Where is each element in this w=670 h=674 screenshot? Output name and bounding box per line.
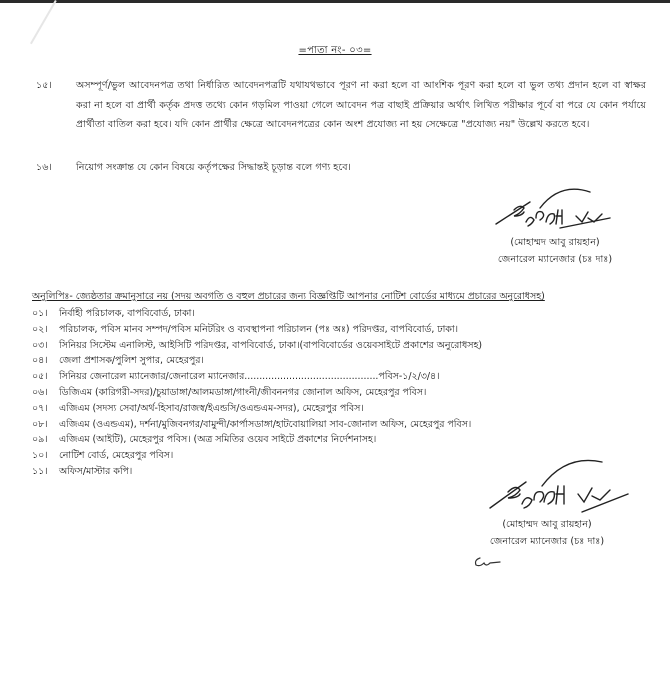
handwritten-signature-icon xyxy=(470,188,640,234)
clause-16 xyxy=(36,158,646,178)
list-item: ১০। নোটিশ বোর্ড, মেহেরপুর পবিস। xyxy=(32,450,174,462)
copy-to-list xyxy=(32,306,652,480)
copy-to-heading: অনুলিপিঃ- জ্যেষ্ঠতার ক্রমানুসারে নয় (সদয় অবগতি ও বহুল প্রচারের জন্য বিজ্ঞপ্তিটি আপনার নোটিশ বোর্ডের মাধ্যমে প্রচারের অনুরোধসহ) xyxy=(32,291,545,302)
signature-block-1 xyxy=(470,188,640,268)
signature-block-2 xyxy=(462,456,632,550)
signatory-designation: জেনারেল ম্যানেজার (চঃ দাঃ) xyxy=(489,536,605,547)
signatory-designation: জেনারেল ম্যানেজার (চঃ দাঃ) xyxy=(497,254,613,265)
list-item: ০৮। এজিএম (ওএন্ডএম), দর্শনা/মুজিবনগর/বামুন্দী/কার্পাসডাঙ্গা/হাটবোয়ালিয়া সাব-জোনাল অফিস, মেহেরপুর পবিস। xyxy=(32,418,472,430)
list-item: ০৯। এজিএম (আইটি), মেহেরপুর পবিস। (অত্র সমিতির ওয়েব সাইটে প্রকাশের নির্দেশনাসহ। xyxy=(32,434,377,446)
handwritten-initial-icon xyxy=(472,553,502,572)
clause-text: নিয়োগ সংক্রান্ত যে কোন বিষয়ে কর্তৃপক্ষের সিদ্ধান্তই চূড়ান্ত বলে গণ্য হবে। xyxy=(76,162,351,173)
list-item: ০২। পরিচালক, পবিস মানব সম্পদ/পবিস মনিটরিং ও ব্যবস্থাপনা পরিচালন (পঃ অঃ) পরিদপ্তর, বাপবিবোর্ড, ঢাকা। xyxy=(32,323,458,335)
list-item: ০৩। সিনিয়র সিস্টেম এনালিস্ট, আইসিটি পরিদপ্তর, বাপবিবোর্ড, ঢাকা।(বাপবিবোর্ডের ওয়েবসাইটে প্রকাশের অনুরোধসহ) xyxy=(32,339,483,351)
clause-number: ১৫। xyxy=(36,80,52,91)
clause-text: অসম্পূর্ণ/ভুল আবেদনপত্র তথা নির্ধারিত আবেদনপত্রটি যথাযথভাবে পূরণ না করা হলে বা আংশিক পূরণ করা হলে বা ভুল তথ্য প্রদান হলে বা স্বাক্ষর করা না হলে বা প্রার্থী কর্তৃক প্রদত্ত তথ্যে কোন গড়মিল পাওয়া গেলে আবেদন পত্র বাছাই প্রক্রিয়ার অর্থাৎ লিখিত পরীক্ষার পূর্বে বা পরে যে কোন পর্যায়ে প্রার্থীতা বাতিল করা হবে। যদি কোন প্রার্থীর ক্ষেত্রে আবেদনপত্রের কোন অংশ প্রযোজ্য না হয় সেক্ষেত্রে "প্রযোজ্য নয়" উল্লেখ করতে হবে। xyxy=(76,80,646,130)
list-item: ১১। অফিস/মাস্টার কপি। xyxy=(32,465,133,477)
list-item: ০৫। সিনিয়র জেনারেল ম্যানেজার/জেনারেল ম্যানেজার.............................................পবিস-১/২/৩/৪। xyxy=(32,371,440,383)
list-item: ০৪। জেলা প্রশাসক/পুলিশ সুপার, মেহেরপুর। xyxy=(32,355,204,367)
clause-number: ১৬। xyxy=(36,162,52,173)
list-item: ০৭। এজিএম (সদস্য সেবা/অর্থ-হিসাব/রাজস্ব/ইএন্ডসি/ওএন্ডএম-সদর), মেহেরপুর পবিস। xyxy=(32,402,364,414)
signatory-name: (মোহাম্মদ আবু রায়হান) xyxy=(502,519,592,530)
signatory-name: (মোহাম্মদ আবু রায়হান) xyxy=(510,237,600,248)
clause-15 xyxy=(36,76,646,135)
list-item: ০১। নির্বাহী পরিচালক, বাপবিবোর্ড, ঢাকা। xyxy=(32,308,195,319)
page-number: =পাতা নং- ০৩= xyxy=(298,45,372,56)
list-item: ০৬। ডিজিএম (কারিগরী-সদর)/চুয়াডাঙ্গা/আলমডাঙ্গা/গাংনী/জীবননগর জোনাল অফিস, মেহেরপুর পবিস। xyxy=(32,386,427,398)
handwritten-signature-icon xyxy=(462,456,632,516)
